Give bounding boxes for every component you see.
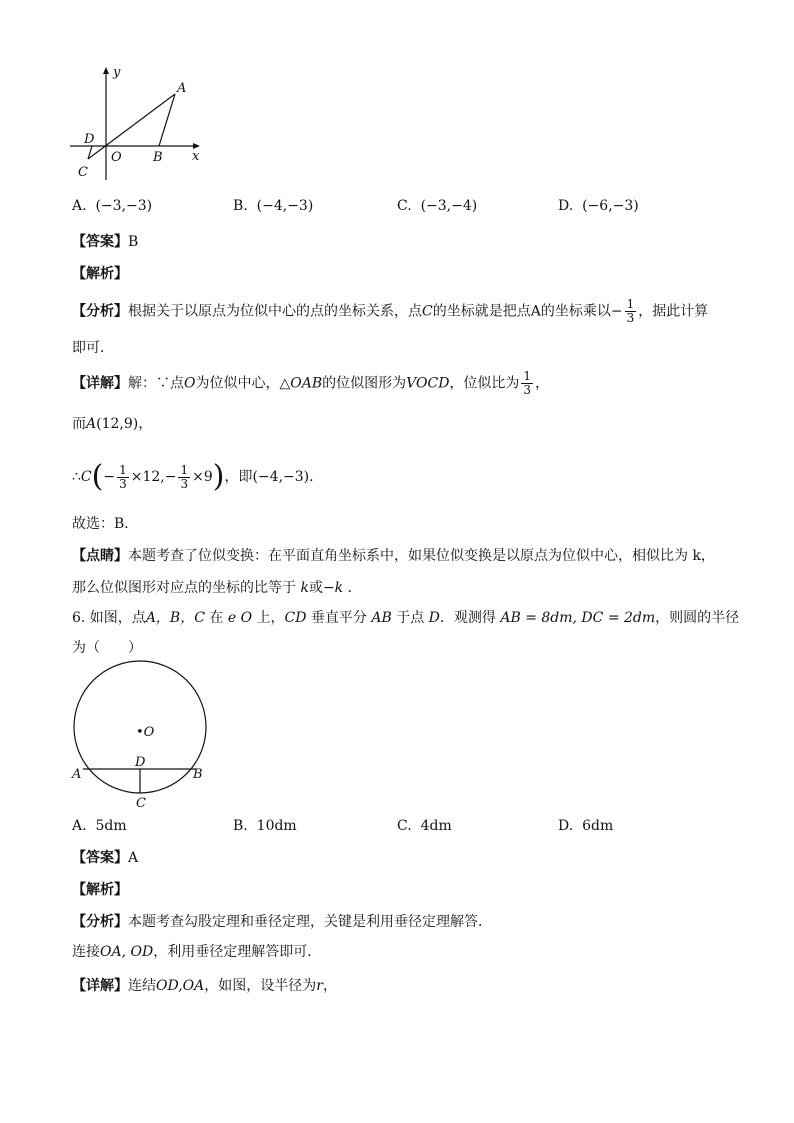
fraction-one-third: $\frac{1}{3}$ <box>180 462 189 491</box>
q5-c-calc: ∴C(− $\frac{1}{3}$ ×12,− $\frac{1}{3}$ ×9)，即(−4,−3)． <box>72 459 324 494</box>
q6-option-d: D. 6dm <box>558 818 614 834</box>
label-x: x <box>192 149 200 164</box>
q5-answer: 【答案】B <box>72 234 139 250</box>
q6-option-b: B. 10dm <box>233 818 297 834</box>
q6-stem: 6. 如图，点A，B，C 在 e O 上，CD 垂直平分 AB 于点 D．观测得 AB = 8dm, DC = 2dm，则圆的半径 <box>72 610 740 626</box>
label-B: B <box>153 150 163 165</box>
label-O: O <box>111 150 122 165</box>
q6-stem-cont: 为（ ） <box>72 640 142 656</box>
label-D: D <box>135 755 146 770</box>
fraction-one-third: $\frac{1}{3}$ <box>626 297 635 325</box>
q6-fenxi: 【分析】本题考查勾股定理和垂径定理，关键是利用垂径定理解答． <box>72 914 492 930</box>
label-A: A <box>177 81 187 96</box>
figure-coordinate-diagram <box>66 62 216 187</box>
q6-option-a: A. 5dm <box>72 818 127 834</box>
q5-dianjing-cont: 那么位似图形对应点的坐标的比等于 k或−k ． <box>72 580 362 596</box>
q5-option-b: B. (−4,−3) <box>233 198 314 214</box>
q5-guxuan: 故选：B． <box>72 516 139 532</box>
label-O: •O <box>136 725 155 740</box>
q5-xiangjie: 【详解】解：∵点O为位似中心，△OAB的位似图形为VOCD，位似比为 $\frac{1}{3}$ ， <box>72 369 550 397</box>
fraction-one-third: $\frac{1}{3}$ <box>119 462 127 491</box>
label-C: C <box>78 165 88 180</box>
q6-option-c: C. 4dm <box>397 818 452 834</box>
q5-option-d: D. (−6,−3) <box>558 198 639 214</box>
q5-option-c: C. (−3,−4) <box>397 198 478 214</box>
label-A: A <box>72 767 82 782</box>
fraction-one-third: $\frac{1}{3}$ <box>523 369 532 397</box>
q6-lianjie: 连接OA, OD，利用垂径定理解答即可． <box>72 944 322 960</box>
q5-dianjing: 【点睛】本题考查了位似变换：在平面直角坐标系中，如果位似变换是以原点为位似中心，相似比为 k， <box>72 548 715 564</box>
label-C: C <box>136 796 146 811</box>
label-D: D <box>84 132 95 147</box>
q6-answer: 【答案】A <box>72 850 139 866</box>
q5-jiexi: 【解析】 <box>72 266 128 282</box>
segment-AB <box>159 94 175 146</box>
figure-circle-diagram <box>66 660 216 812</box>
q5-fenxi: 【分析】根据关于以原点为位似中心的点的坐标关系，点C的坐标就是把点A的坐标乘以− $\frac{1}{3}$ ，据此计算 <box>72 297 709 325</box>
q5-option-a: A. (−3,−3) <box>72 198 153 214</box>
q5-a-coord: 而A(12,9)， <box>72 416 153 432</box>
q6-jiexi: 【解析】 <box>72 882 128 898</box>
label-B: B <box>193 767 203 782</box>
y-axis-arrow <box>103 67 109 74</box>
q5-fenxi-cont: 即可． <box>72 340 114 356</box>
label-y: y <box>113 65 121 80</box>
q6-xiangjie: 【详解】连结OD,OA，如图，设半径为r， <box>72 978 337 994</box>
